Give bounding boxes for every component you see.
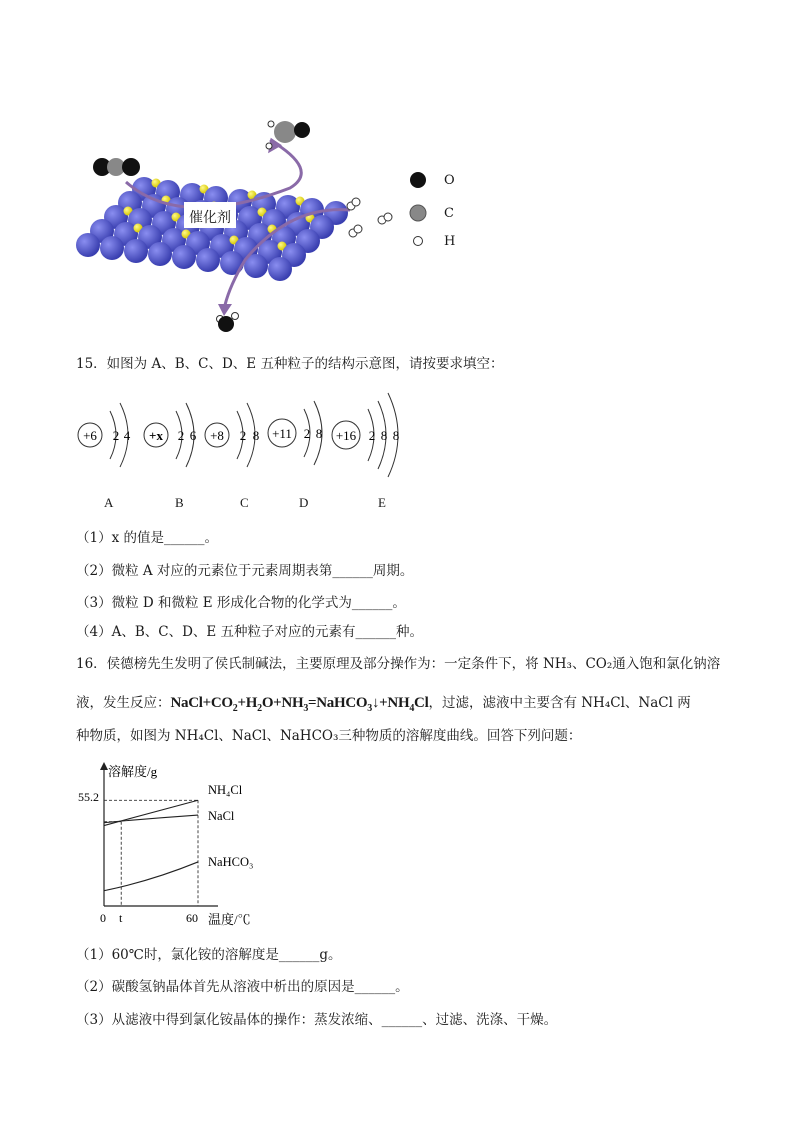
solubility-chart [78,760,290,930]
q16-line2-post: ，过滤，滤液中主要含有 NH₄Cl、NaCl 两 [428,695,691,711]
series-label-nh4cl: NH₄Cl [208,783,243,797]
legend-c-label: C [444,206,454,221]
co-molecule [93,158,140,176]
surface-atom [172,245,196,269]
surface-atom [76,233,100,257]
atom-legend [410,172,426,246]
reaction-equation: $NaCl+CO_2+H_2O+NH_3=NaHCO_3↓+NH_4Cl$ [170,695,429,714]
ytick-55-2: 55.2 [78,790,99,804]
q16-line2-pre: 液，发生反应： [76,695,171,711]
atom-c-shell-2: 8 [252,428,260,443]
atom-e-shell-1: 2 [368,428,376,443]
surface-atom [100,236,124,260]
atom-c-letter: C [240,495,249,510]
chart-axes [100,762,218,906]
h2-molecules [347,198,392,237]
atom-a-nucleus: +6 [83,428,97,443]
atom-e-shell-2: 8 [380,428,388,443]
atom-b-nucleus: +x [149,428,163,443]
water-molecule [217,313,239,333]
legend-o-dot [410,172,426,188]
atom-structure-diagrams [70,385,430,495]
atom-c-shell-1: 2 [239,428,247,443]
curve-nacl [104,815,198,823]
q16-sub2: （2）碳酸氢钠晶体首先从溶液中析出的原因是______。 [76,979,409,995]
atom-e-nucleus: +16 [335,428,357,443]
atom-a-letter: A [104,495,114,510]
chart-ylabel: 溶解度/g [108,764,158,779]
atom-c-nucleus: +8 [210,428,224,443]
q15-sub3: （3）微粒 D 和微粒 E 形成化合物的化学式为______。 [76,595,406,611]
surface-atom [220,251,244,275]
xtick-60: 60 [186,911,198,925]
xtick-t: t [119,911,123,925]
legend-o-label: O [444,173,455,188]
atom-d-nucleus: +11 [272,426,292,441]
arrow-head-down [218,304,232,316]
atom-e-shell-3: 8 [392,428,400,443]
catalyst-label: 催化剂 [189,210,231,226]
series-label-nacl: NaCl [208,809,235,823]
surface-atom [196,248,220,272]
legend-c-dot [410,205,426,221]
q16-line2 [76,693,691,719]
atom-d-shell-2: 8 [315,426,323,441]
legend-h-dot [414,237,423,246]
catalyst-illustration [60,110,480,335]
chart-series [104,800,198,890]
legend-h-label: H [444,234,456,249]
catalyst-surface [76,177,348,281]
surface-atom [124,239,148,263]
q16-line3: 种物质，如图为 NH₄Cl、NaCl、NaHCO₃三种物质的溶解度曲线。回答下列问题： [76,728,582,744]
q16-sub3: （3）从滤液中得到氯化铵晶体的操作：蒸发浓缩、______、过滤、洗涤、干燥。 [76,1012,558,1028]
atom-d-shell-1: 2 [303,426,311,441]
atom-b-shell-1: 2 [177,428,185,443]
chart-xlabel: 温度/℃ [208,912,251,927]
atom-a-shell-2: 4 [123,428,131,443]
surface-atom [268,257,292,281]
atom-e-letter: E [378,495,386,510]
q16-sub1: （1）60℃时，氯化铵的溶解度是______g。 [76,947,342,963]
xtick-0: 0 [100,911,106,925]
q15-sub1: （1）x 的值是______。 [76,530,218,546]
q15-stem: 15．如图为 A、B、C、D、E 五种粒子的结构示意图，请按要求填空： [76,356,504,372]
surface-atom [148,242,172,266]
series-label-nahco3: NaHCO₃ [208,855,254,869]
atom-b-letter: B [175,495,184,510]
q15-sub2: （2）微粒 A 对应的元素位于元素周期表第______周期。 [76,563,414,579]
atom-b-shell-2: 6 [189,428,197,443]
q16-line1: 16．侯德榜先生发明了侯氏制碱法，主要原理及部分操作为：一定条件下，将 NH₃、CO₂通入饱和氯化钠溶 [76,656,721,672]
atom-d-letter: D [299,495,309,510]
curve-nahco3 [104,862,198,891]
atom-a-shell-1: 2 [112,428,120,443]
q15-sub4: （4）A、B、C、D、E 五种粒子对应的元素有______种。 [76,624,424,640]
